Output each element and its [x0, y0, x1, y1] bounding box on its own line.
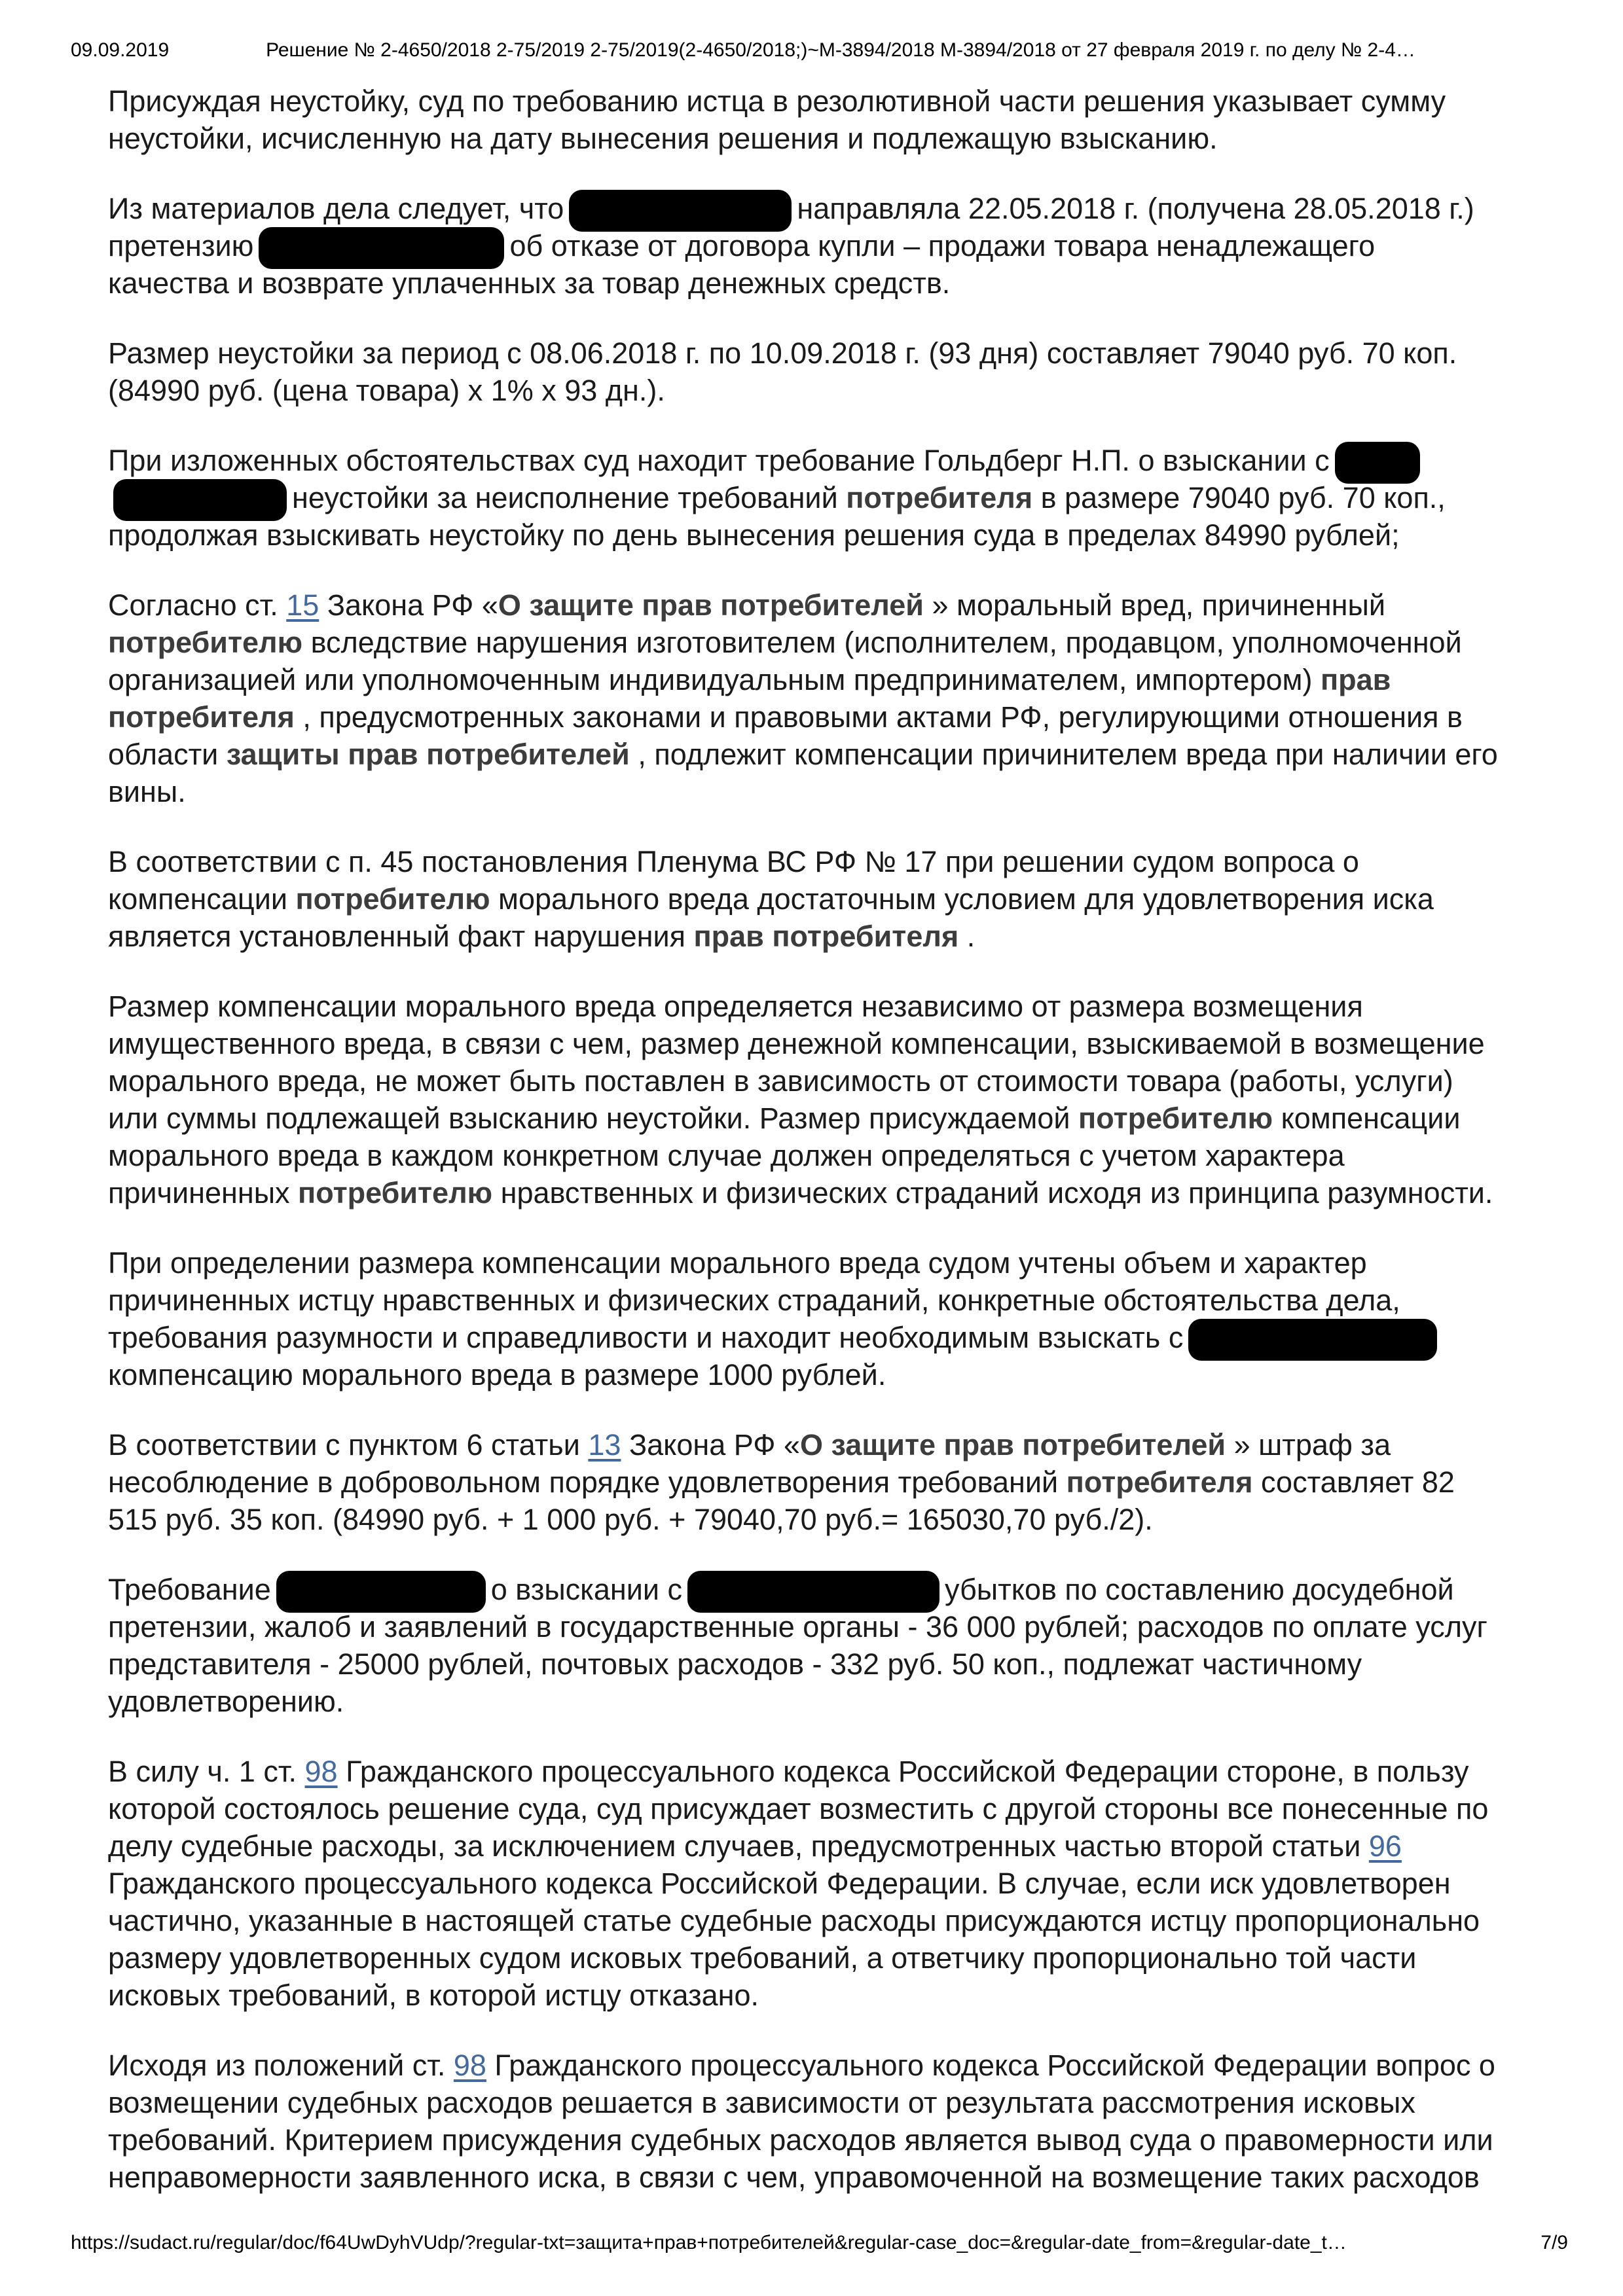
redaction-bar [569, 190, 792, 232]
text-run: об отказе от договора купли – продажи товара ненадлежащего качества и возврате уплаченных за товар денежных средств. [108, 229, 1376, 300]
highlighted-term: потребителя [846, 481, 1033, 514]
highlighted-term: прав потребителя [108, 663, 1391, 734]
text-run: В силу ч. 1 ст. [108, 1755, 305, 1788]
text-run: Исходя из положений ст. [108, 2049, 454, 2082]
text-run: нравственных и физических страданий исходя из принципа разумности. [492, 1176, 1493, 1210]
text-run: направляла 22.05.2018 г. (получена 28.05.2018 г.) претензию [108, 192, 1474, 262]
text-run: Гражданского процессуального кодекса Российской Федерации стороне, в пользу которой состоялось решение суда, суд присуждает возместить с другой стороны все понесенные по делу судебные расходы, за исключением случаев, предусмотренных частью второй статьи [108, 1755, 1489, 1863]
text-run: убытков по составлению досудебной претензии, жалоб и заявлений в государственные органы - 36 000 рублей; расходов по оплате услуг представителя - 25000 рублей, почтовых расходов - 332 руб. 50 коп., подлежат частичному удовлетворению. [108, 1573, 1487, 1718]
statute-link[interactable]: 96 [1368, 1829, 1402, 1863]
paragraph [108, 1426, 1501, 1538]
text-run: компенсации морального вреда в каждом конкретном случае должен определяться с учетом характера причиненных [108, 1102, 1461, 1210]
print-header [71, 39, 1568, 62]
highlighted-term: потребителю [1078, 1102, 1273, 1135]
highlighted-term: О защите прав потребителей [800, 1428, 1226, 1462]
redaction-bar [1188, 1319, 1437, 1361]
paragraph [108, 1753, 1501, 2014]
document-body [108, 82, 1501, 2229]
text-run: Закона РФ « [319, 588, 498, 622]
print-date: 09.09.2019 [71, 39, 170, 61]
paragraph [108, 190, 1501, 302]
paragraph [108, 82, 1501, 157]
statute-link[interactable]: 98 [304, 1755, 338, 1788]
text-run: , подлежит компенсации причинителем вреда при наличии его вины. [108, 738, 1498, 808]
highlighted-term: потребителю [295, 882, 490, 916]
text-run: морального вреда достаточным условием для удовлетворения иска является установленный факт нарушения [108, 882, 1434, 953]
text-run: » моральный вред, причиненный [923, 588, 1385, 622]
text-run: Размер неустойки за период с 08.06.2018 г. по 10.09.2018 г. (93 дня) составляет 79040 руб. 70 коп. (84990 руб. (цена товара) х 1% х 93 дн.). [108, 336, 1457, 407]
paragraph [108, 1571, 1501, 1720]
redaction-bar [113, 479, 287, 521]
text-run: о взыскании с [490, 1573, 683, 1606]
text-run: , предусмотренных законами и правовыми актами РФ, регулирующими отношения в области [108, 700, 1463, 771]
redaction-bar [1335, 442, 1420, 484]
text-run: неустойки за неисполнение требований [292, 481, 847, 514]
highlighted-term: потребителю [108, 626, 303, 659]
text-run: Из материалов дела следует, что [108, 192, 564, 225]
highlighted-term: защиты прав потребителей [226, 738, 630, 771]
redaction-bar [276, 1571, 486, 1613]
highlighted-term: потребителя [1066, 1465, 1253, 1499]
paragraph [108, 843, 1501, 955]
redaction-bar [687, 1571, 939, 1613]
source-url: https://sudact.ru/regular/doc/f64UwDyhVUdp/?regular-txt=защита+прав+потребителей&regular-case_doc=&regular-date_from=&regular-date_t… [71, 2232, 1347, 2253]
redaction-bar [259, 227, 504, 269]
paragraph [108, 442, 1501, 554]
highlighted-term: потребителю [298, 1176, 493, 1210]
text-run: При изложенных обстоятельствах суд находит требование Гольдберг Н.П. о взыскании с [108, 444, 1330, 477]
paragraph [108, 988, 1501, 1211]
text-run: В соответствии с п. 45 постановления Пленума ВС РФ № 17 при решении судом вопроса о компенсации [108, 845, 1359, 916]
text-run: в размере 79040 руб. 70 коп., продолжая взыскивать неустойку по день вынесения решения суда в пределах 84990 рублей; [108, 481, 1446, 552]
text-run: В соответствии с пунктом 6 статьи [108, 1428, 589, 1462]
paragraph [108, 2047, 1501, 2196]
text-run: . [958, 920, 976, 953]
text-run: Гражданского процессуального кодекса Российской Федерации. В случае, если иск удовлетворен частично, указанные в настоящей статье судебные расходы присуждаются истцу пропорционально размеру удовлетворенных судом исковых требований, а ответчику пропорционально той части исковых требований, в которой истцу отказано. [108, 1867, 1480, 2012]
highlighted-term: прав потребителя [693, 920, 959, 953]
text-run: Гражданского процессуального кодекса Российской Федерации вопрос о возмещении судебных расходов решается в зависимости от результата рассмотрения исковых требований. Критерием присуждения судебных расходов является вывод суда о правомерности или неправомерности заявленного иска, в связи с чем, управомоченной на возмещение таких расходов [108, 2049, 1495, 2194]
print-footer [71, 2232, 1568, 2254]
paragraph [108, 586, 1501, 810]
statute-link[interactable]: 98 [453, 2049, 486, 2082]
page-number: 7/9 [1541, 2232, 1568, 2253]
statute-link[interactable]: 15 [286, 588, 319, 622]
text-run: компенсацию морального вреда в размере 1000 рублей. [108, 1358, 886, 1391]
text-run: Закона РФ « [621, 1428, 801, 1462]
text-run: Размер компенсации морального вреда определяется независимо от размера возмещения имущественного вреда, в связи с чем, размер денежной компенсации, взыскиваемой в возмещение морального вреда, не может быть поставлен в зависимость от стоимости товара (работы, услуги) или суммы подлежащей взысканию неустойки. Размер присуждаемой [108, 990, 1485, 1135]
text-run: составляет 82 515 руб. 35 коп. (84990 руб. + 1 000 руб. + 79040,70 руб.= 165030,70 руб./2). [108, 1465, 1455, 1536]
paragraph [108, 334, 1501, 409]
statute-link[interactable]: 13 [588, 1428, 621, 1462]
text-run: » штраф за несоблюдение в добровольном порядке удовлетворения требований [108, 1428, 1391, 1499]
highlighted-term: О защите прав потребителей [498, 588, 924, 622]
text-run: вследствие нарушения изготовителем (исполнителем, продавцом, уполномоченной организацией или уполномоченным индивидуальным предпринимателем, импортером) [108, 626, 1462, 696]
text-run: При определении размера компенсации морального вреда судом учтены объем и характер причиненных истцу нравственных и физических страданий, конкретные обстоятельства дела, требования разумности и справедливости и находит необходимым взыскать с [108, 1246, 1400, 1354]
text-run: Присуждая неустойку, суд по требованию истца в резолютивной части решения указывает сумму неустойки, исчисленную на дату вынесения решения и подлежащую взысканию. [108, 84, 1446, 155]
text-run: Согласно ст. [108, 588, 287, 622]
paragraph [108, 1244, 1501, 1393]
page-title: Решение № 2-4650/2018 2-75/2019 2-75/2019(2-4650/2018;)~М-3894/2018 М-3894/2018 от 27 февраля 2019 г. по делу № 2-4… [266, 39, 1415, 61]
text-run: Требование [108, 1573, 271, 1606]
